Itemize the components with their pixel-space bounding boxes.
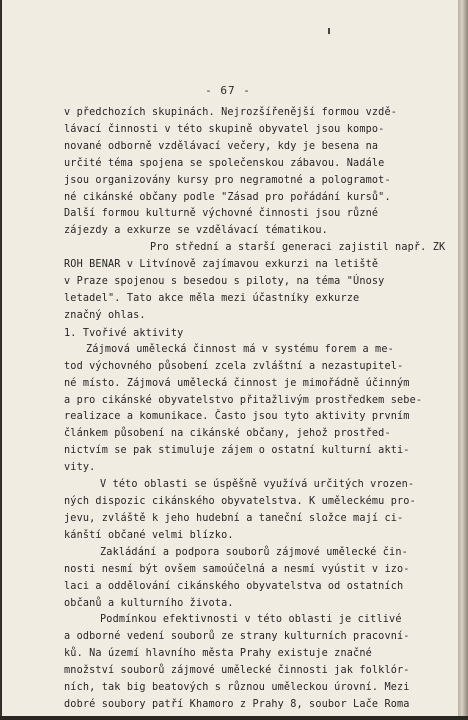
text-line: zájezdy a exkurze se vzdělávací tématikou. (64, 225, 328, 236)
text-line: letadel". Tato akce měla mezi účastníky exkurze (64, 293, 360, 304)
text-line: ních, tak big beatových s různou uměleckou úrovní. Mezi (64, 682, 410, 693)
text-line: občanů a kulturního života. (64, 598, 234, 609)
text-line: Další formou kulturně výchovné činnosti jsou různé (64, 208, 379, 219)
text-line: nosti nesmí být ovšem samoúčelná a nesmí vyústit v izo- (64, 564, 410, 575)
text-line: nované odborně vzdělávací večery, kdy je besena na (64, 141, 379, 152)
text-line: jsou organizovány kursy pro negramotné a pologramot- (64, 175, 391, 186)
text-line: článkem působení na cikánské občany, jehož prostřed- (64, 428, 391, 439)
text-line: vity. (64, 462, 96, 473)
text-line: Podmínkou efektivnosti v této oblasti je citlivé (100, 614, 402, 625)
text-line: tod výchovného působení zcela zvláštní a nezastupitel- (64, 361, 404, 372)
text-line: množství souborů zájmové umělecké činnosti jak folklór- (64, 665, 410, 676)
text-line: realizace a komunikace. Často jsou tyto aktivity prvním (64, 411, 410, 422)
page-number: - 67 - (205, 84, 251, 97)
section-heading: 1. Tvořivé aktivity (64, 328, 184, 339)
text-line: ROH BENAR v Litvínově zajímavou exkurzi na letiště (64, 259, 379, 270)
text-line: Zakládání a podpora souborů zájmové umělecké čin- (100, 547, 408, 558)
text-line: a pro cikánské obyvatelstvo přitažlivým prostředkem sebe- (64, 395, 423, 406)
text-line: Pro střední a starší generaci zajistil např. ZK (150, 242, 446, 253)
text-line: ků. Na území hlavního města Prahy existuje značné (64, 648, 372, 659)
text-line: né cikánské občany podle "Zásad pro pořádání kursů". (64, 192, 391, 203)
scan-bottom-border (0, 716, 468, 720)
text-line: ných dispozic cikánského obyvatelstva. K uměleckému pro- (64, 496, 416, 507)
text-line: určité téma spojena se společenskou zábavou. Nadále (64, 158, 385, 169)
text-line: dobré soubory patří Khamoro z Prahy 8, soubor Lače Roma (64, 699, 410, 710)
text-line: a odborné vedení souborů ze strany kulturních pracovní- (64, 631, 410, 642)
text-line: jevu, zvláště k jeho hudební a taneční složce mají ci- (64, 513, 404, 524)
text-line: v předchozích skupinách. Nejrozšířenější formou vzdě- (64, 107, 398, 118)
text-line: kánští občané velmi blízko. (64, 530, 234, 541)
page-stack-edge (458, 0, 468, 720)
text-line: V této oblasti se úspěšně využívá určitých vrozen- (100, 479, 415, 490)
text-line: Zájmová umělecká činnost má v systému forem a me- (86, 344, 394, 355)
text-line: značný ohlas. (64, 310, 146, 321)
text-line: lávací činnosti v této skupině obyvatel jsou kompo- (64, 124, 385, 135)
text-line: né místo. Zájmová umělecká činnost je mimořádně účinným (64, 378, 410, 389)
text-line: laci a oddělování cikánského obyvatelstva od ostatních (64, 581, 404, 592)
text-line: v Praze spojenou s besedou s piloty, na téma "Únosy (64, 276, 385, 287)
text-line: nictvím se pak stimuluje zájem o ostatní kulturní akti- (64, 445, 410, 456)
